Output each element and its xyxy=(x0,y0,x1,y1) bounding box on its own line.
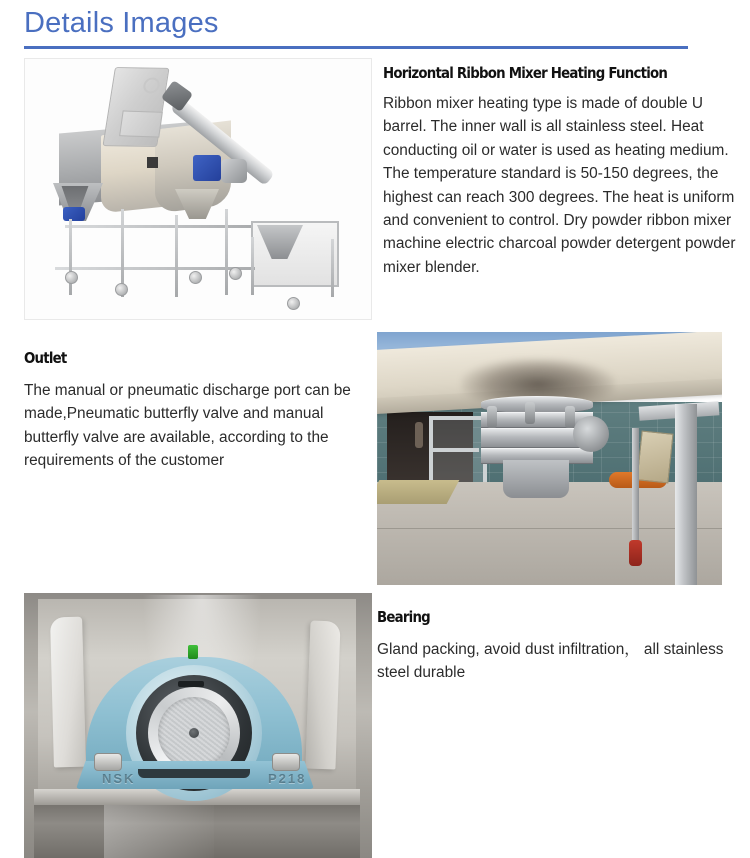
section-body-heating-function: Ribbon mixer heating type is made of double U barrel. The inner wall is all stainless steel. Heat conducting oil or water is used as heating medium. The temperature standard is 50-150 degrees, the highest can reach 300 degrees. The heat is uniform and convenient to control. Dry powder ribbon mixer machine electric charcoal powder detergent powder mixer blender. xyxy=(383,95,736,276)
grease-nipple xyxy=(188,645,198,659)
bearing-illustration xyxy=(24,593,372,858)
product-image-ribbon-mixer xyxy=(24,58,372,320)
sieve-clamp-3 xyxy=(565,406,575,428)
control-rod xyxy=(632,428,639,554)
ribbon-blade-right xyxy=(305,621,340,770)
caster-wheel-5 xyxy=(287,297,300,310)
bearing-brand-marking: NSK xyxy=(102,771,136,786)
leaning-board xyxy=(636,430,673,483)
butterfly-valve-actuator xyxy=(63,207,85,221)
mixer-lid-secondary xyxy=(119,110,163,137)
wooden-ramp xyxy=(377,480,459,504)
caster-wheel-3 xyxy=(189,271,202,284)
section-body-outlet: The manual or pneumatic discharge port can be made,Pneumatic butterfly valve and manual butterfly valve are available, according to the requirements of the customer xyxy=(24,382,351,470)
bearing-base-notch xyxy=(138,769,250,778)
frame-rail-upper xyxy=(65,225,251,228)
page-header xyxy=(24,6,688,49)
section-bearing xyxy=(377,608,727,685)
gearbox-upper xyxy=(221,159,247,183)
frame-leg-6 xyxy=(331,239,334,297)
frame-leg-4 xyxy=(225,209,228,295)
section-heating-function xyxy=(383,64,741,279)
section-outlet xyxy=(24,349,364,473)
control-rod-red-tip xyxy=(629,540,642,566)
sieve-base-drum xyxy=(503,460,569,498)
section-heading-heating-function: Horizontal Ribbon Mixer Heating Function xyxy=(383,64,668,82)
caster-wheel-1 xyxy=(65,271,78,284)
frame-leg-3 xyxy=(175,215,178,297)
bearing-set-screw-slot xyxy=(178,681,204,687)
page-title: Details Images xyxy=(24,7,219,39)
sieve-clamp-1 xyxy=(487,406,497,428)
mounting-bolt-left xyxy=(94,753,122,771)
ribbon-blade-left xyxy=(50,617,86,768)
motor-blue-upper xyxy=(193,155,221,181)
bearing-model-marking: P218 xyxy=(268,771,307,786)
section-heading-outlet: Outlet xyxy=(24,349,67,367)
worker-figure xyxy=(415,422,423,448)
sieve-motor-hub xyxy=(573,416,609,452)
product-image-pillow-block-bearing xyxy=(24,593,372,858)
mounting-bolt-right xyxy=(272,753,300,771)
section-body-bearing: Gland packing, avoid dust infiltration， all stainless steel durable xyxy=(377,641,724,682)
shaft-center-hub xyxy=(189,728,199,738)
caster-wheel-2 xyxy=(115,283,128,296)
caster-wheel-4 xyxy=(229,267,242,280)
lower-stainless-body xyxy=(34,805,360,858)
title-underline-rule xyxy=(24,46,688,49)
sieve-clamp-2 xyxy=(525,402,535,424)
mixer-control-panel xyxy=(147,157,158,168)
ground-seam-line xyxy=(377,528,722,529)
product-image-vibrating-sieve xyxy=(377,332,722,585)
support-post xyxy=(675,404,697,585)
vibrating-sieve-illustration xyxy=(377,332,722,585)
ribbon-mixer-illustration xyxy=(25,59,371,319)
frame-leg-5 xyxy=(251,237,254,295)
section-heading-bearing: Bearing xyxy=(377,608,430,626)
